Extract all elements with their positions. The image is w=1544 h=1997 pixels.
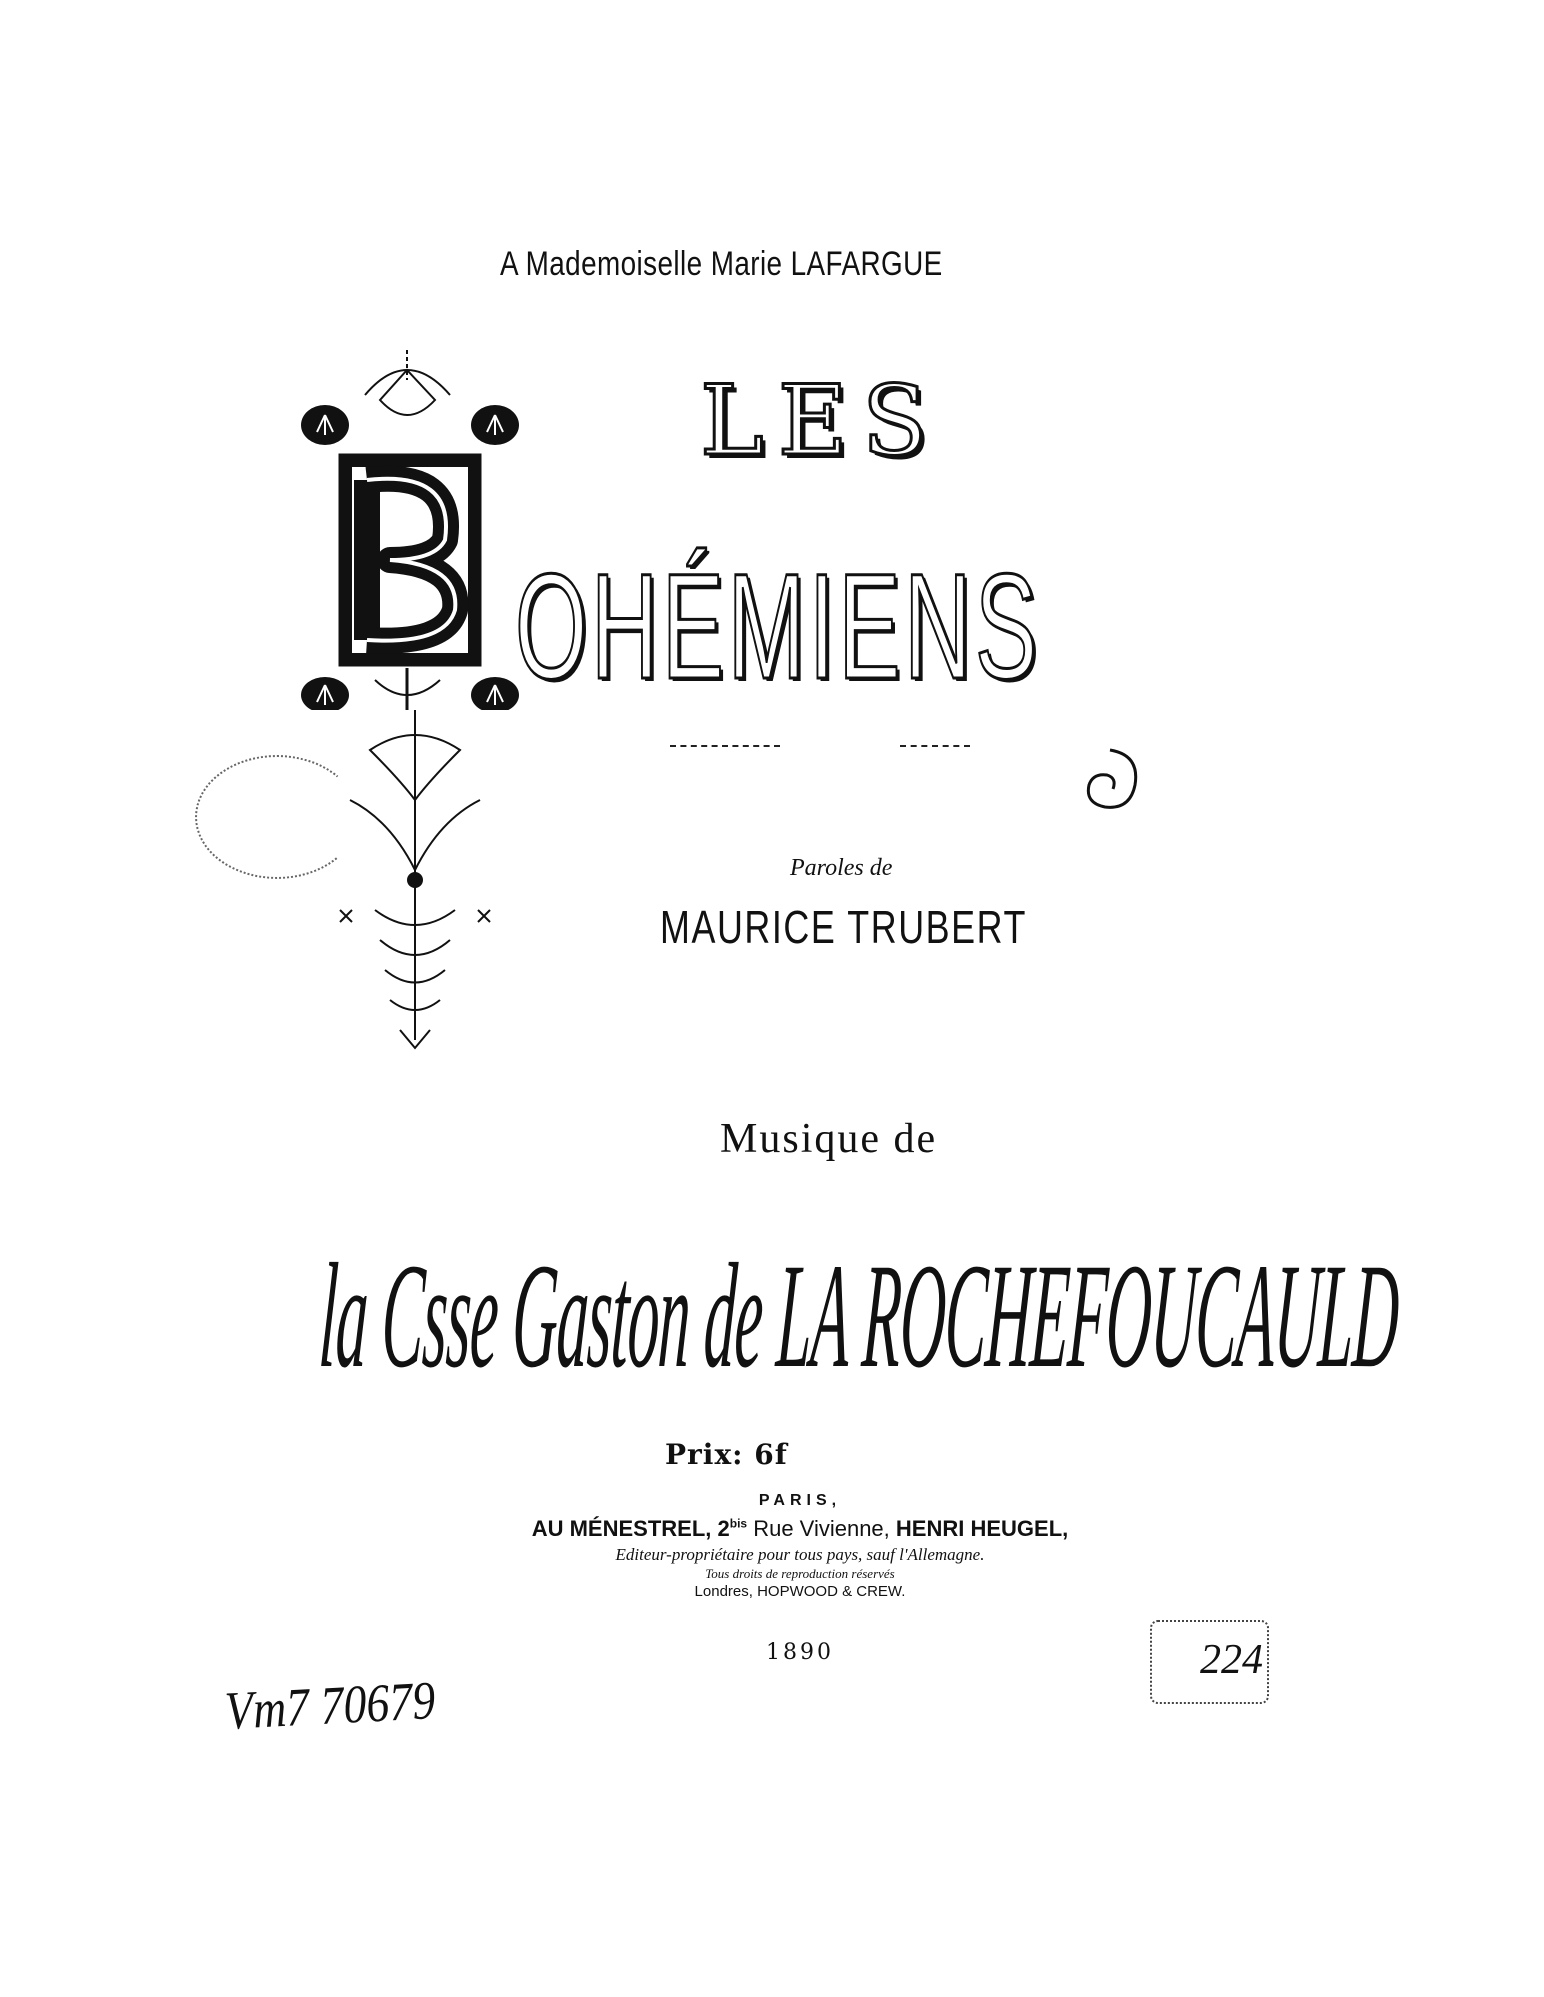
publisher-address-bis: bis [729, 1516, 748, 1531]
publisher-address-name: HENRI HEUGEL, [895, 1516, 1069, 1541]
publisher-address-street: Rue Vivienne, [747, 1516, 896, 1541]
title-bohemiens: OHÉMIENS [515, 542, 1041, 710]
publisher-address-prefix: AU MÉNESTREL, 2 [531, 1516, 730, 1541]
flourish-icon [1075, 745, 1145, 815]
dedication: A Mademoiselle Marie LAFARGUE [500, 245, 943, 283]
composer-name: la Csse Gaston de LA ROCHEFOUCAULD [316, 1233, 1402, 1399]
publisher-address [440, 1516, 1160, 1542]
publisher-editor: Editeur-propriétaire pour tous pays, sauf l'Allemagne. [615, 1545, 985, 1564]
title-rule-right [900, 745, 970, 747]
lyricist-name: MAURICE TRUBERT [660, 901, 1027, 953]
publisher-rights: Tous droits de reproduction réservés [705, 1566, 895, 1581]
lower-ornament [330, 710, 500, 1050]
music-label: Musique de [720, 1116, 938, 1162]
ornamental-initial [295, 350, 545, 710]
publisher-city: PARIS, [758, 1492, 842, 1509]
publisher-year: 1890 [766, 1640, 834, 1665]
lyrics-label: Paroles de [790, 855, 893, 881]
publisher-london: Londres, HOPWOOD & CREW. [694, 1583, 906, 1600]
library-stamp [195, 755, 359, 879]
title-les: LES [700, 365, 942, 477]
handwritten-stamp-number: 224 [1200, 1637, 1263, 1683]
handwritten-shelfmark: Vm7 70679 [223, 1670, 437, 1741]
price: Prix: 6f [665, 1438, 788, 1471]
title-rule-left [670, 745, 780, 747]
